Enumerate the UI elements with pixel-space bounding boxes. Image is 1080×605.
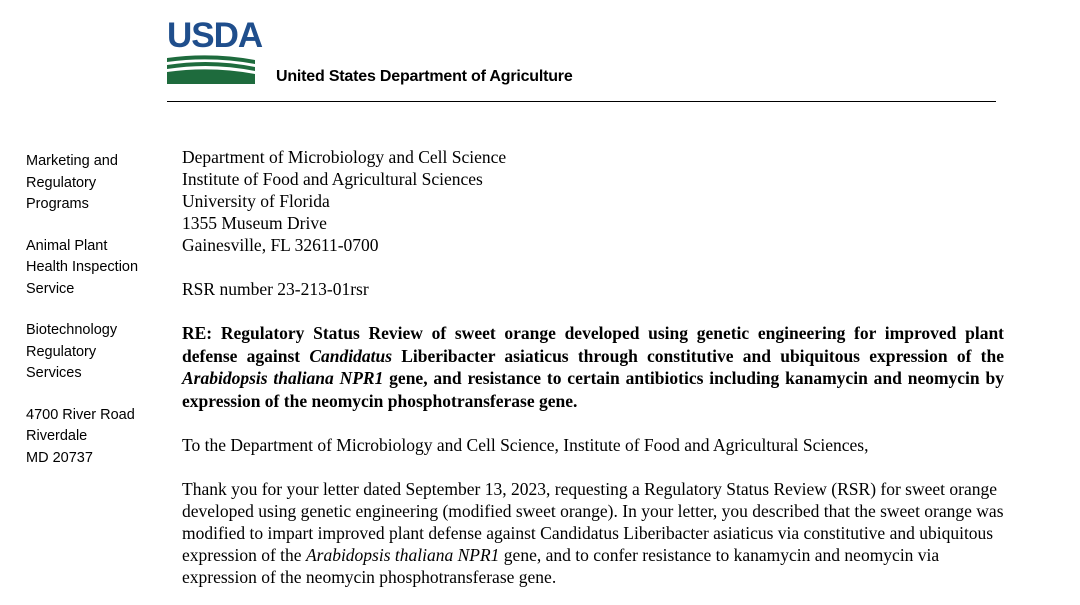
- sidebar-line: MD 20737: [26, 449, 93, 466]
- recipient-address: [182, 146, 1004, 256]
- sidebar-line: Health Inspection: [26, 259, 139, 275]
- usda-logo: [167, 16, 263, 84]
- sidebar-line: Regulatory: [26, 174, 97, 191]
- sidebar-line: Regulatory: [26, 343, 97, 360]
- body-paragraph: [182, 478, 1004, 588]
- sidebar-block-address: [26, 405, 166, 470]
- sidebar-line: Animal Plant: [26, 237, 108, 254]
- sidebar-line: Service: [26, 280, 75, 297]
- subject-italic: Candidatus: [309, 345, 393, 366]
- usda-logo-fields-icon: [167, 54, 255, 84]
- address-line: University of Florida: [182, 191, 330, 211]
- sidebar-line: Programs: [26, 196, 89, 212]
- salutation: To the Department of Microbiology and Cell Science, Institute of Food and Agricultural Sciences,: [182, 435, 869, 455]
- sidebar-block-aphis: [26, 236, 166, 301]
- address-line: Institute of Food and Agricultural Sciences: [182, 169, 483, 189]
- usda-logo-text: USDA: [167, 16, 263, 55]
- body-italic: Arabidopsis thaliana NPR1: [305, 545, 500, 565]
- header-divider: [167, 101, 996, 102]
- letter-body: [182, 146, 1004, 588]
- subject-text: Liberibacter asiaticus through constitutive and ubiquitous expression of the: [392, 345, 1004, 366]
- sidebar-line: Marketing and: [26, 153, 118, 169]
- sidebar: [26, 151, 166, 489]
- sidebar-block-brs: [26, 320, 166, 385]
- sidebar-line: Riverdale: [26, 428, 88, 444]
- agency-name: United States Department of Agriculture: [276, 68, 573, 85]
- sidebar-line: Biotechnology: [26, 322, 118, 338]
- subject-line: [182, 322, 1004, 412]
- subject-text: RE: Regulatory Status Review of sweet orange developed using genetic engineering for improved plant defense against: [182, 323, 1004, 366]
- sidebar-line: Services: [26, 365, 82, 381]
- address-line: Gainesville, FL 32611-0700: [182, 235, 379, 255]
- address-line: 1355 Museum Drive: [182, 213, 327, 233]
- body-text: gene, and to confer resistance to kanamycin and neomycin via expression of the neomycin phosphotransferase gene.: [182, 545, 940, 587]
- sidebar-block-mrp: [26, 151, 166, 216]
- body-text: Thank you for your letter dated September 13, 2023, requesting a Regulatory Status Review (RSR) for sweet orange developed using genetic engineering (modified sweet orange). In your letter, you described that the sweet orange was modified to impart improved plant defense against Candidatus Liberibacter asiaticus via constitutive and ubiquitous expression of the: [182, 479, 1004, 565]
- subject-text: gene, and resistance to certain antibiotics including kanamycin and neomycin by expression of the neomycin phosphotransferase gene.: [182, 368, 1004, 411]
- sidebar-line: 4700 River Road: [26, 406, 135, 423]
- rsr-number: RSR number 23-213-01rsr: [182, 279, 369, 299]
- address-line: Department of Microbiology and Cell Science: [182, 147, 507, 167]
- subject-italic: Arabidopsis thaliana NPR1: [182, 368, 384, 388]
